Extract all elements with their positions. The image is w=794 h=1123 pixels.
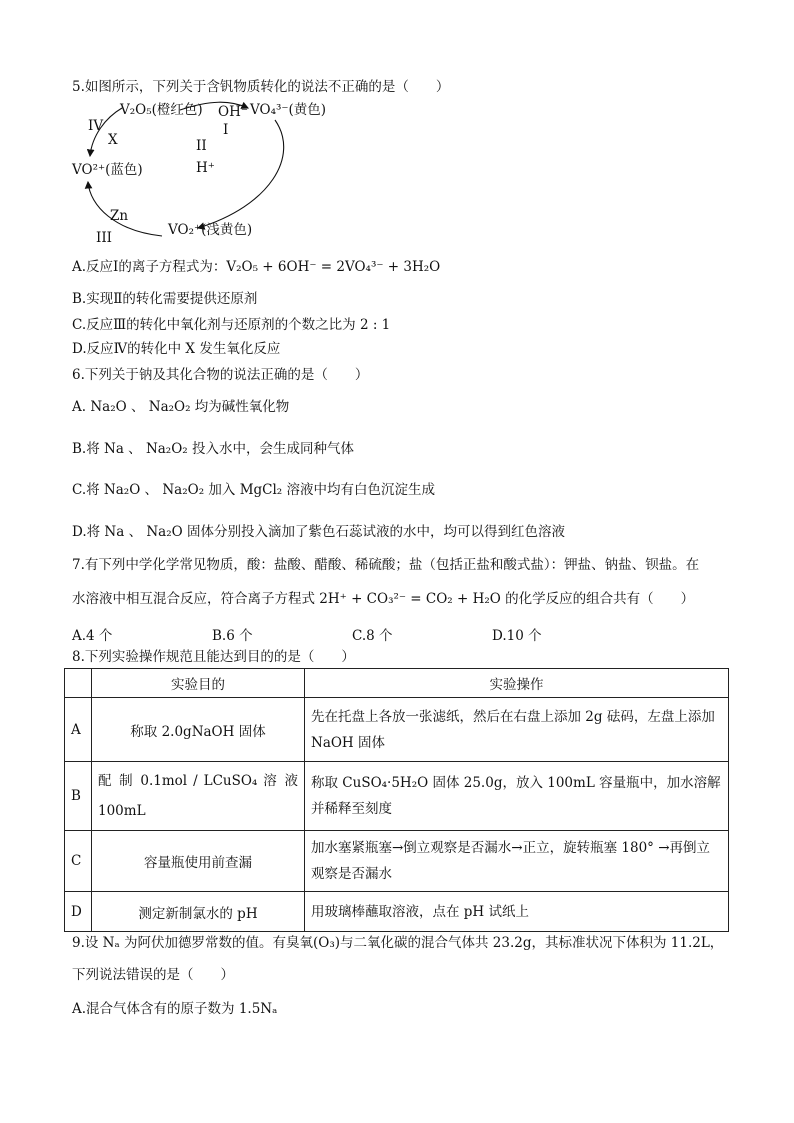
roman-iii-label: III: [96, 230, 112, 246]
row-purpose: 配 制 0.1mol / LCuSO₄ 溶 液 100mL: [92, 762, 305, 831]
q7-stem-line2: 水溶液中相互混合反应，符合离子方程式 2H⁺ + CO₃²⁻ = CO₂ + H₂O 的化学反应的组合共有（ ）: [72, 591, 695, 607]
roman-ii-label: II: [196, 138, 207, 154]
q5-option-b: B.实现Ⅱ的转化需要提供还原剂: [72, 291, 258, 307]
vanadium-cycle-diagram: [70, 96, 370, 246]
q5-option-a: A.反应Ⅰ的离子方程式为：V₂O₅ + 6OH⁻ = 2VO₄³⁻ + 3H₂O: [72, 259, 441, 275]
header-purpose: 实验目的: [92, 669, 305, 698]
header-blank: [65, 669, 92, 698]
table-row: [65, 892, 729, 932]
q7-option-d: D.10 个: [492, 628, 542, 644]
row-operation: 加水塞紧瓶塞→倒立观察是否漏水→正立，旋转瓶塞 180° →再倒立观察是否漏水: [305, 831, 729, 892]
row-operation: 先在托盘上各放一张滤纸，然后在右盘上添加 2g 砝码，左盘上添加 NaOH 固体: [305, 698, 729, 762]
row-purpose: 容量瓶使用前查漏: [92, 831, 305, 892]
q9-stem-line2: 下列说法错误的是（ ）: [72, 967, 234, 983]
table-row: [65, 698, 729, 762]
row-letter: C: [65, 831, 92, 892]
q7-stem-line1: 7.有下列中学化学常见物质，酸：盐酸、醋酸、稀硫酸；盐（包括正盐和酸式盐）：钾盐、钠盐、钡盐。在: [72, 557, 700, 573]
q7-option-b: B.6 个: [212, 628, 253, 644]
q6-option-d: D.将 Na 、 Na₂O 固体分别投入滴加了紫色石蕊试液的水中，均可以得到红色溶液: [72, 524, 565, 540]
table-row: [65, 831, 729, 892]
v2o5-label: V₂O₅(橙红色): [120, 102, 203, 118]
table-row: [65, 762, 729, 831]
q9-option-a: A.混合气体含有的原子数为 1.5Nₐ: [72, 1001, 278, 1017]
x-label: X: [108, 132, 118, 148]
q7-option-a: A.4 个: [72, 628, 113, 644]
zn-label: Zn: [110, 208, 129, 224]
q6-option-a: A. Na₂O 、 Na₂O₂ 均为碱性氧化物: [72, 399, 290, 415]
q5-option-c: C.反应Ⅲ的转化中氧化剂与还原剂的个数之比为 2 : 1: [72, 317, 391, 333]
q6-stem: 6.下列关于钠及其化合物的说法正确的是（ ）: [72, 367, 369, 383]
row-purpose: 称取 2.0gNaOH 固体: [92, 698, 305, 762]
row-letter: A: [65, 698, 92, 762]
row-purpose: 测定新制氯水的 pH: [92, 892, 305, 932]
vo4-label: VO₄³⁻(黄色): [250, 102, 327, 118]
oh-label: OH⁻: [218, 104, 248, 120]
experiment-table: [64, 668, 729, 932]
q6-option-c: C.将 Na₂O 、 Na₂O₂ 加入 MgCl₂ 溶液中均有白色沉淀生成: [72, 482, 436, 498]
q6-option-b: B.将 Na 、 Na₂O₂ 投入水中，会生成同种气体: [72, 441, 354, 457]
roman-i-label: I: [223, 122, 229, 138]
q9-stem-line1: 9.设 Nₐ 为阿伏加德罗常数的值。有臭氧(O₃)与二氧化碳的混合气体共 23.2g，其标准状况下体积为 11.2L，: [72, 935, 724, 951]
vo2plus-blue-label: VO²⁺(蓝色): [72, 162, 143, 178]
row-letter: D: [65, 892, 92, 932]
q5-stem: 5.如图所示，下列关于含钒物质转化的说法不正确的是（ ）: [72, 79, 450, 95]
row-letter: B: [65, 762, 92, 831]
vo2-yellow-label: VO₂⁺(浅黄色): [168, 222, 253, 238]
q5-option-d: D.反应Ⅳ的转化中 X 发生氧化反应: [72, 341, 281, 357]
q8-stem: 8.下列实验操作规范且能达到目的的是（ ）: [72, 649, 355, 665]
table-header-row: [65, 669, 729, 698]
h-plus-label: H⁺: [196, 160, 215, 176]
q7-option-c: C.8 个: [352, 628, 393, 644]
row-operation: 用玻璃棒蘸取溶液，点在 pH 试纸上: [305, 892, 729, 932]
roman-iv-label: IV: [88, 118, 104, 134]
row-operation: 称取 CuSO₄·5H₂O 固体 25.0g，放入 100mL 容量瓶中，加水溶解并稀释至刻度: [305, 762, 729, 831]
header-operation: 实验操作: [305, 669, 729, 698]
